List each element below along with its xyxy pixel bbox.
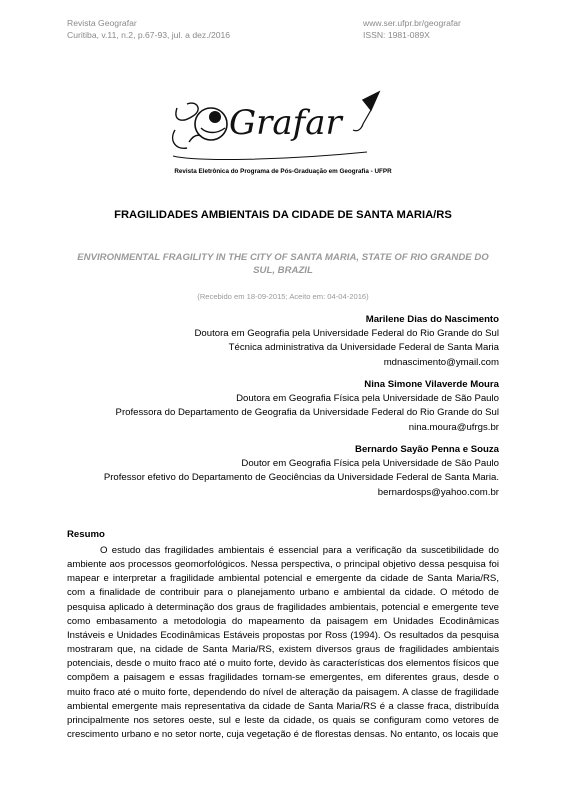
running-header-left — [67, 17, 230, 41]
author-email[interactable]: nina.moura@ufrgs.br — [408, 421, 499, 433]
author-affiliation: Doutora em Geografia Física pela Universidade de São Paulo — [236, 393, 499, 405]
author-affiliation: Professor efetivo do Departamento de Geociências da Universidade Federal de Santa Maria. — [103, 472, 499, 484]
journal-name: Revista Geografar — [67, 18, 137, 28]
author-email[interactable]: mdnascimento@ymail.com — [383, 356, 499, 368]
author-block-3 — [104, 443, 499, 500]
author-affiliation: Técnica administrativa da Universidade Federal de Santa Maria — [228, 342, 499, 354]
author-affiliation: Doutor em Geografia Física pela Universidade de São Paulo — [241, 458, 499, 470]
author-name: Nina Simone Vilaverde Moura — [364, 379, 499, 390]
author-block-2 — [116, 378, 499, 435]
logo-wordmark: Grafar — [229, 103, 342, 143]
journal-subtitle: Revista Eletrônica do Programa de Pós-Graduação em Geografia - UFPR — [174, 168, 392, 175]
geografar-logo — [167, 90, 399, 168]
submission-dates: (Recebido em 18-09-2015; Aceito em: 04-04-2016) — [197, 292, 369, 301]
abstract-body — [67, 544, 499, 742]
abstract-heading: Resumo — [67, 529, 105, 540]
english-title: ENVIRONMENTAL FRAGILITY IN THE CITY OF SANTA MARIA, STATE OF RIO GRANDE DO SUL, BRAZIL — [77, 252, 489, 276]
issue-info: Curitiba, v.11, n.2, p.67-93, jul. a dez./2016 — [67, 30, 231, 40]
abstract-text: O estudo das fragilidades ambientais é essencial para a verificação da suscetibilidade do ambiente aos processos geomorfológicos. Nessa perspectiva, o principal objetivo dessa pesquisa foi mapear e interpretar a fragilidade ambiental potencial e emergente da cidade de Santa Maria/RS, com a finalidade de contribuir para o planejamento urbano e ambiental da cidade. O método de pesquisa aplicado à determinação dos graus de fragilidades ambientais, potencial e emergente teve como embasamento a metodologia do mapeamento da paisagem em Unidades Ecodinâmicas Instáveis e Unidades Ecodinâmicas Estáveis propostas por Ross (1994). Os resultados da pesquisa mostraram que, na cidade de Santa Maria/RS, existem diversos graus de fragilidades ambientais potenciais, desde o muito fraco até o muito forte, devido às características dos elementos físicos que compõem a paisagem e essas fragilidades tornam-se emergentes, em diferentes graus, desde o muito fraco até o muito forte, dependendo do nível de alteração da paisagem. A classe de fragilidade ambiental emergente mais representativa da cidade de Santa Maria/RS é a classe fraca, distribuída principalmente nos setores oeste, sul e leste da cidade, os quais se configuram como vetores de crescimento urbano e no setor norte, cuja vegetação é de florestas densas. No entanto, os locais que — [67, 545, 499, 741]
running-header-right — [363, 17, 461, 41]
author-affiliation: Professora do Departamento de Geografia da Universidade Federal do Rio Grande do Sul — [115, 407, 499, 419]
author-name: Marilene Dias do Nascimento — [365, 314, 499, 325]
article-title: FRAGILIDADES AMBIENTAIS DA CIDADE DE SANTA MARIA/RS — [114, 209, 452, 221]
journal-url[interactable]: www.ser.ufpr.br/geografar — [363, 18, 461, 28]
author-email[interactable]: bernardosps@yahoo.com.br — [377, 486, 499, 498]
author-name: Bernardo Sayão Penna e Souza — [355, 444, 499, 455]
issn: ISSN: 1981-089X — [363, 30, 430, 40]
author-block-1 — [194, 313, 499, 370]
author-affiliation: Doutora em Geografia pela Universidade Federal do Rio Grande do Sul — [194, 328, 499, 340]
